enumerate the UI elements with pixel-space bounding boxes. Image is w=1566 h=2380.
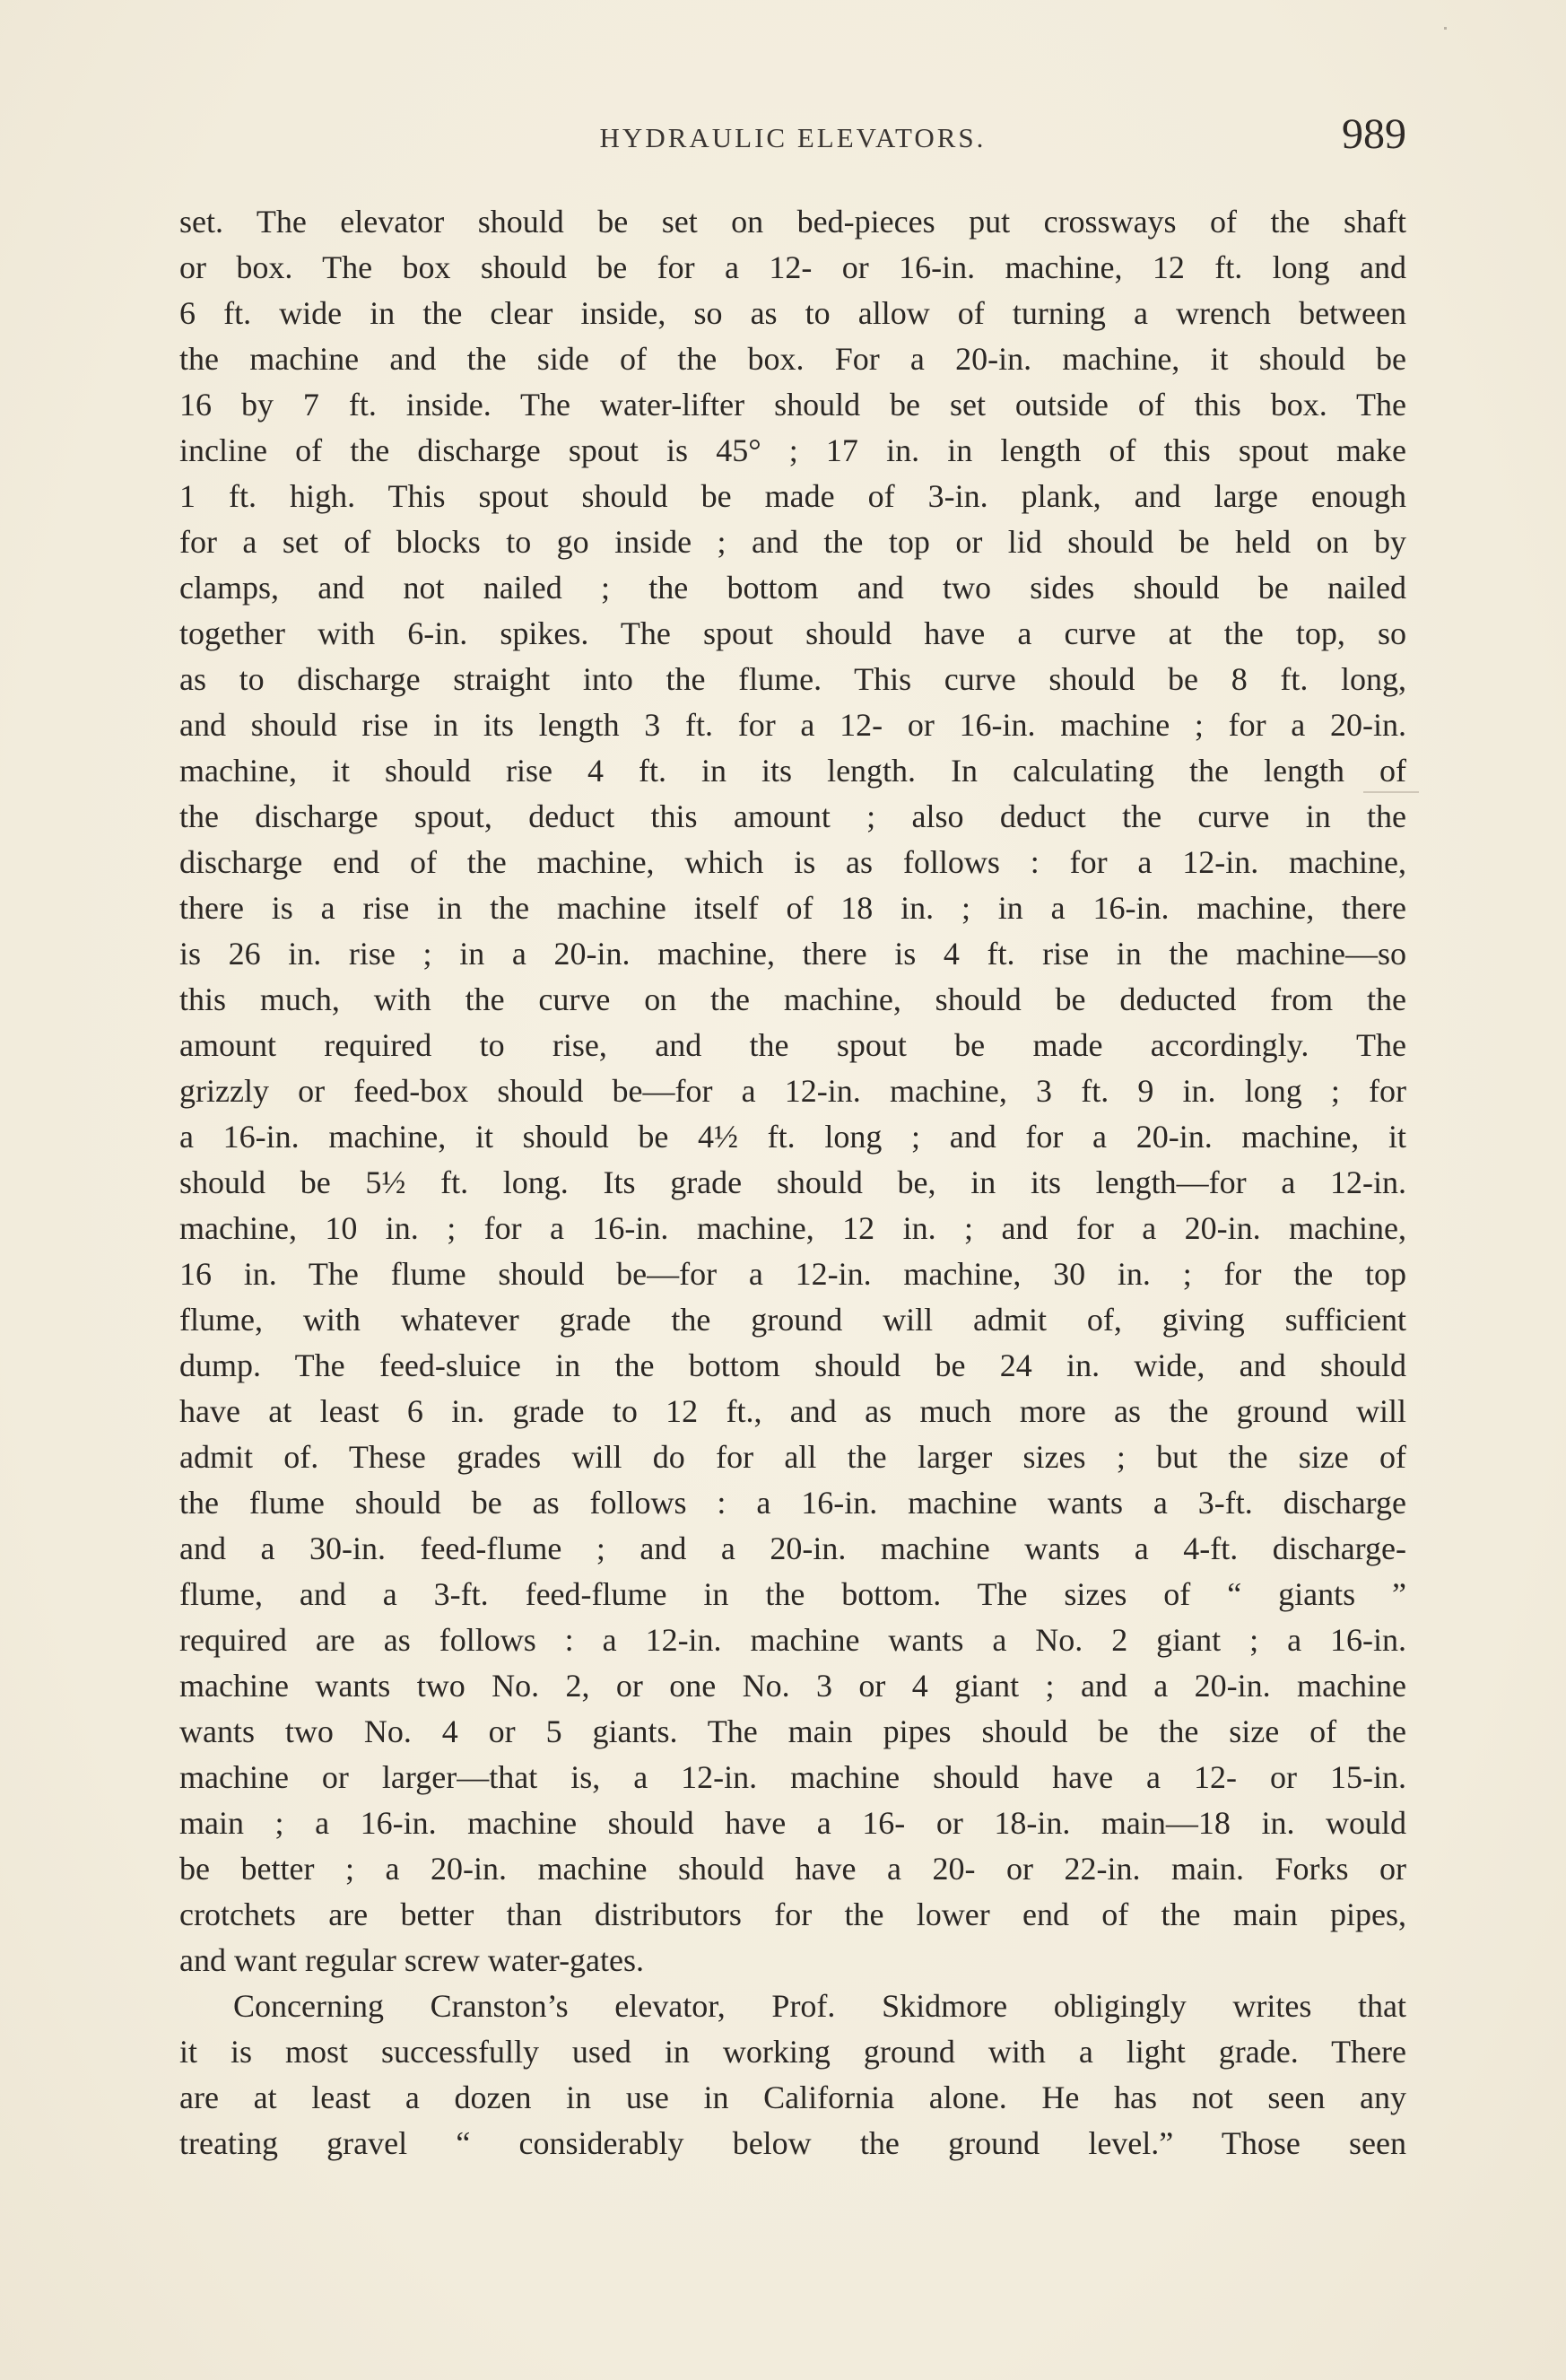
text-line: and should rise in its length 3 ft. for a 12- or 16-in. machine ; for a 20-in. xyxy=(179,707,1406,743)
text-line: machine or larger—that is, a 12-in. machine should have a 12- or 15-in. xyxy=(179,1759,1406,1795)
text-line: flume, and a 3-ft. feed-flume in the bottom. The sizes of “ giants ” xyxy=(179,1576,1406,1612)
text-line: the machine and the side of the box. For a 20-in. machine, it should be xyxy=(179,341,1406,377)
text-line: are at least a dozen in use in California alone. He has not seen any xyxy=(179,2079,1406,2115)
text-line: be better ; a 20-in. machine should have a 20- or 22-in. main. Forks or xyxy=(179,1851,1406,1887)
text-line: 16 in. The flume should be—for a 12-in. machine, 30 in. ; for the top xyxy=(179,1256,1406,1292)
text-line: crotchets are better than distributors for the lower end of the main pipes, xyxy=(179,1896,1406,1932)
text-line: machine, 10 in. ; for a 16-in. machine, 12 in. ; and for a 20-in. machine, xyxy=(179,1210,1406,1246)
text-line: dump. The feed-sluice in the bottom should be 24 in. wide, and should xyxy=(179,1347,1406,1383)
text-line: and a 30-in. feed-flume ; and a 20-in. machine wants a 4-ft. discharge- xyxy=(179,1530,1406,1566)
text-line: have at least 6 in. grade to 12 ft., and as much more as the ground will xyxy=(179,1393,1406,1429)
text-line: should be 5½ ft. long. Its grade should be, in its length—for a 12-in. xyxy=(179,1164,1406,1200)
text-line: a 16-in. machine, it should be 4½ ft. long ; and for a 20-in. machine, it xyxy=(179,1119,1406,1155)
page-number: 989 xyxy=(1342,110,1406,158)
page-header xyxy=(179,110,1406,169)
text-line: and want regular screw water-gates. xyxy=(179,1942,645,1978)
text-line: Concerning Cranston’s elevator, Prof. Skidmore obligingly writes that xyxy=(233,1988,1406,2024)
text-line: for a set of blocks to go inside ; and the top or lid should be held on by xyxy=(179,524,1406,560)
text-line: treating gravel “ considerably below the ground level.” Those seen xyxy=(179,2125,1406,2161)
text-line: the flume should be as follows : a 16-in. machine wants a 3-ft. discharge xyxy=(179,1485,1406,1521)
text-line: wants two No. 4 or 5 giants. The main pipes should be the size of the xyxy=(179,1713,1406,1749)
page-speck xyxy=(1444,27,1447,30)
text-line: 1 ft. high. This spout should be made of 3-in. plank, and large enough xyxy=(179,478,1406,514)
text-line: is 26 in. rise ; in a 20-in. machine, there is 4 ft. rise in the machine—so xyxy=(179,936,1406,972)
text-line: required are as follows : a 12-in. machine wants a No. 2 giant ; a 16-in. xyxy=(179,1622,1406,1658)
text-line: clamps, and not nailed ; the bottom and two sides should be nailed xyxy=(179,570,1406,606)
text-line: machine, it should rise 4 ft. in its length. In calculating the length of xyxy=(179,753,1406,789)
page-scratch xyxy=(1363,791,1419,793)
body-text xyxy=(179,199,1406,2166)
text-line: 16 by 7 ft. inside. The water-lifter should be set outside of this box. The xyxy=(179,387,1406,423)
text-line: machine wants two No. 2, or one No. 3 or 4 giant ; and a 20-in. machine xyxy=(179,1668,1406,1704)
text-line: as to discharge straight into the flume. This curve should be 8 ft. long, xyxy=(179,661,1406,697)
text-line: incline of the discharge spout is 45° ; 17 in. in length of this spout make xyxy=(179,432,1406,468)
text-line: main ; a 16-in. machine should have a 16- or 18-in. main—18 in. would xyxy=(179,1805,1406,1841)
text-line: discharge end of the machine, which is as follows : for a 12-in. machine, xyxy=(179,844,1406,880)
text-line: grizzly or feed-box should be—for a 12-in. machine, 3 ft. 9 in. long ; for xyxy=(179,1073,1406,1109)
text-line: this much, with the curve on the machine, should be deducted from the xyxy=(179,981,1406,1017)
text-line: the discharge spout, deduct this amount ; also deduct the curve in the xyxy=(179,798,1406,834)
text-line: together with 6-in. spikes. The spout should have a curve at the top, so xyxy=(179,615,1406,651)
text-line: amount required to rise, and the spout be made accordingly. The xyxy=(179,1027,1406,1063)
text-line: flume, with whatever grade the ground will admit of, giving sufficient xyxy=(179,1302,1406,1338)
text-line: there is a rise in the machine itself of 18 in. ; in a 16-in. machine, there xyxy=(179,890,1406,926)
running-head: HYDRAULIC ELEVATORS. xyxy=(599,122,987,153)
text-line: admit of. These grades will do for all the larger sizes ; but the size of xyxy=(179,1439,1406,1475)
text-line: 6 ft. wide in the clear inside, so as to allow of turning a wrench between xyxy=(179,295,1406,331)
text-line: or box. The box should be for a 12- or 16-in. machine, 12 ft. long and xyxy=(179,249,1406,285)
text-line: it is most successfully used in working ground with a light grade. There xyxy=(179,2034,1406,2070)
text-line: set. The elevator should be set on bed-pieces put crossways of the shaft xyxy=(179,204,1406,240)
